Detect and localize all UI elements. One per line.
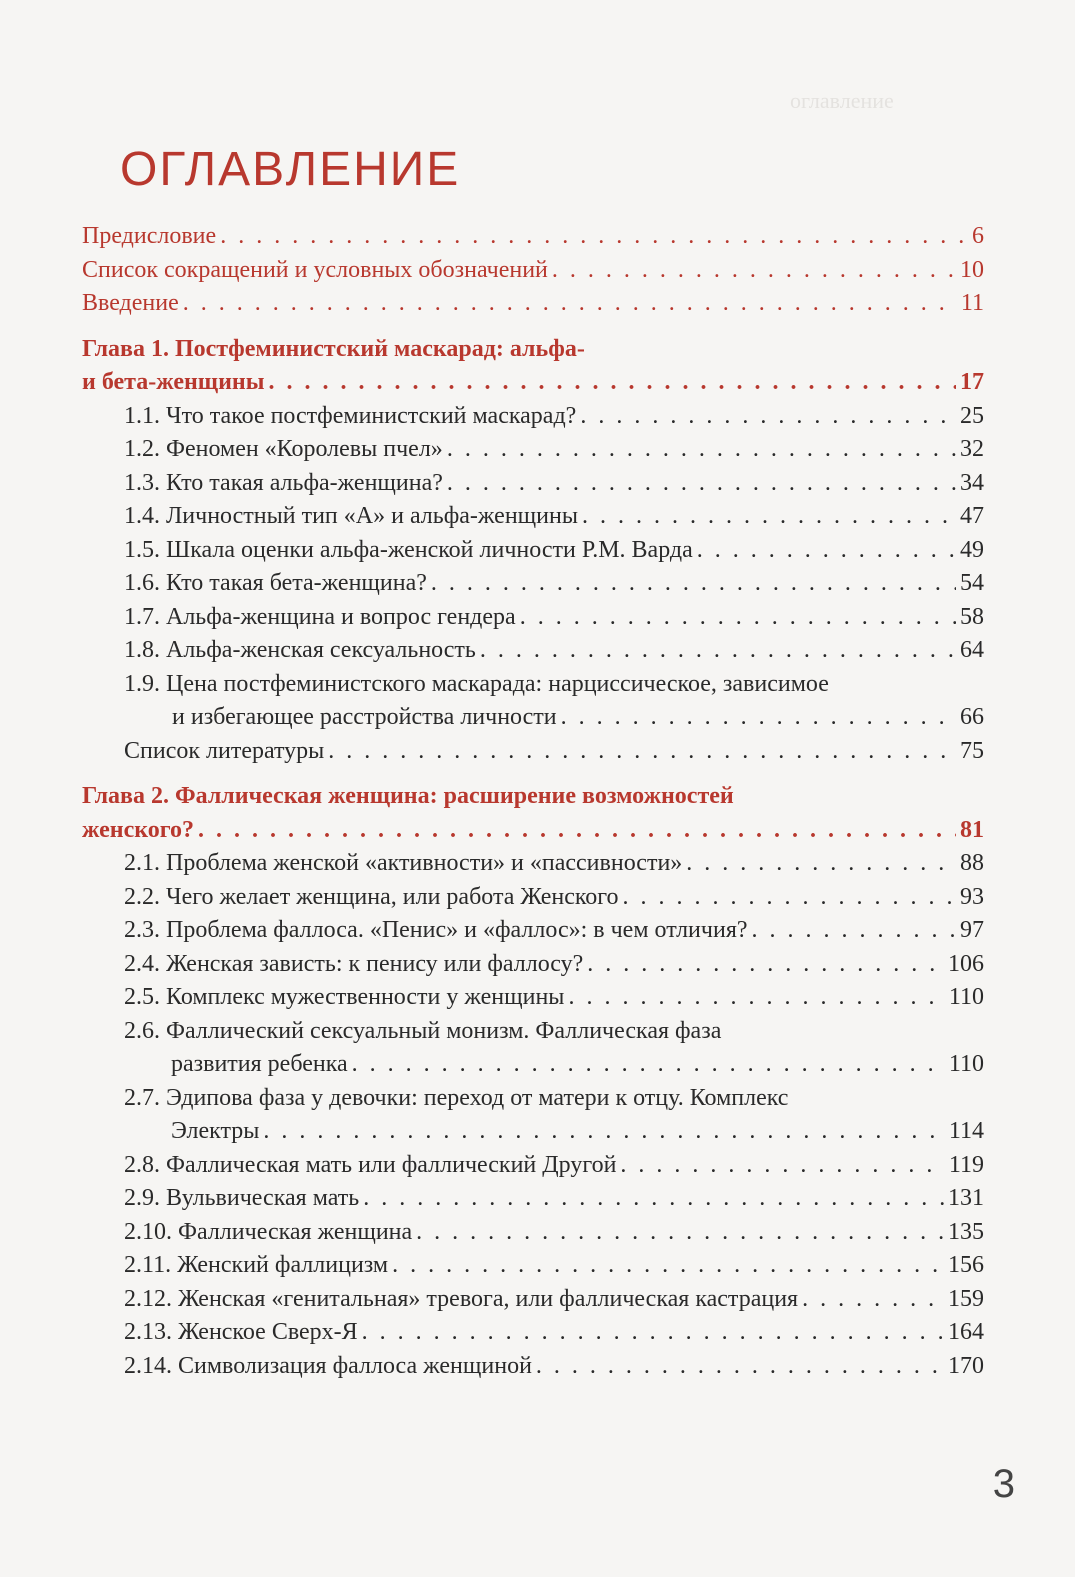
- toc-entry[interactable]: 2.8. Фаллическая мать или фаллический Другой . . . 119: [124, 1149, 984, 1183]
- page-number: 3: [992, 1462, 1015, 1506]
- toc-entry-multiline[interactable]: 1.9. Цена постфеминистского маскарада: нарциссическое, зависимое и избегающее расстройства личности . . . 66: [124, 668, 984, 735]
- chapter-title-line: женского?: [82, 816, 195, 843]
- toc-entry-multiline[interactable]: 2.7. Эдипова фаза у девочки: переход от матери к отцу. Комплекс Электры . . . 114: [124, 1082, 984, 1149]
- toc-entry[interactable]: 2.4. Женская зависть: к пенису или фаллосу? . . . 106: [124, 948, 984, 982]
- toc-chapter-2[interactable]: [82, 780, 984, 847]
- toc-entry-multiline[interactable]: 2.6. Фаллический сексуальный монизм. Фаллическая фаза развития ребенка . . . 110: [124, 1015, 984, 1082]
- toc-entry[interactable]: 2.5. Комплекс мужественности у женщины . . . 110: [124, 981, 984, 1015]
- toc-entry[interactable]: 1.4. Личностный тип «А» и альфа-женщины . . . 47: [124, 500, 984, 534]
- chapter-1-sections: [82, 400, 984, 735]
- toc-entry-introduction[interactable]: Введение . . . 11: [82, 287, 984, 321]
- table-of-contents: [82, 220, 984, 1383]
- chapter-page-number: 81: [960, 816, 984, 843]
- toc-entry[interactable]: 2.10. Фаллическая женщина . . . 135: [124, 1216, 984, 1250]
- toc-entry[interactable]: 2.14. Символизация фаллоса женщиной . . . 170: [124, 1350, 984, 1384]
- toc-entry[interactable]: 1.8. Альфа-женская сексуальность . . . 64: [124, 634, 984, 668]
- chapter-title-line: Глава 2. Фаллическая женщина: расширение возможностей: [82, 783, 734, 809]
- chapter-page-number: 17: [960, 369, 984, 395]
- page-title: ОГЛАВЛЕНИЕ: [120, 143, 461, 196]
- toc-entry[interactable]: 2.13. Женское Сверх-Я . . . 164: [124, 1316, 984, 1350]
- toc-entry[interactable]: 2.1. Проблема женской «активности» и «пассивности» . . . 88: [124, 847, 984, 881]
- toc-entry[interactable]: 2.11. Женский фаллицизм . . . 156: [124, 1249, 984, 1283]
- toc-entry[interactable]: 1.3. Кто такая альфа-женщина? . . . 34: [124, 467, 984, 501]
- chapter-title-line: Глава 1. Постфеминистский маскарад: альфа-: [82, 335, 585, 362]
- toc-entry[interactable]: 1.1. Что такое постфеминистский маскарад? . . . 25: [124, 400, 984, 434]
- toc-entry-references[interactable]: Список литературы . . . 75: [82, 735, 984, 769]
- toc-entry[interactable]: 1.2. Феномен «Королевы пчел» . . . 32: [124, 433, 984, 467]
- toc-entry[interactable]: 2.9. Вульвическая мать . . . 131: [124, 1182, 984, 1216]
- bleed-through-text: оглавление: [790, 88, 894, 113]
- chapter-title-line: и бета-женщины: [82, 369, 265, 395]
- toc-entry[interactable]: 1.5. Шкала оценки альфа-женской личности Р.М. Варда . . . 49: [124, 534, 984, 568]
- toc-entry[interactable]: 2.3. Проблема фаллоса. «Пенис» и «фаллос»: в чем отличия? . . . 97: [124, 914, 984, 948]
- chapter-2-sections: [82, 847, 984, 1383]
- toc-entry-abbreviations[interactable]: Список сокращений и условных обозначений . . . 10: [82, 254, 984, 288]
- toc-entry[interactable]: 2.12. Женская «генитальная» тревога, или фаллическая кастрация . . . 159: [124, 1283, 984, 1317]
- toc-entry-preface[interactable]: Предисловие . . . 6: [82, 220, 984, 254]
- toc-entry[interactable]: 2.2. Чего желает женщина, или работа Женского . . . 93: [124, 881, 984, 915]
- toc-entry[interactable]: 1.7. Альфа-женщина и вопрос гендера . . . 58: [124, 601, 984, 635]
- toc-entry[interactable]: 1.6. Кто такая бета-женщина? . . . 54: [124, 567, 984, 601]
- toc-chapter-1[interactable]: [82, 333, 984, 400]
